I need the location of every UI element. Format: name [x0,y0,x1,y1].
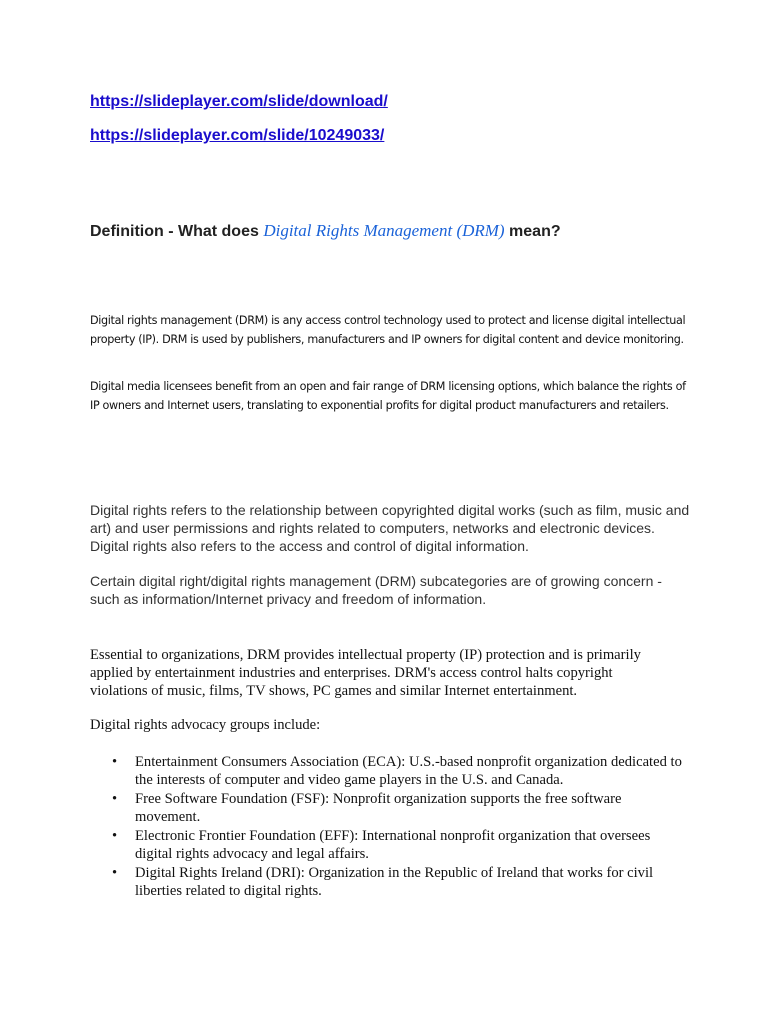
slideplayer-download-link[interactable]: https://slideplayer.com/slide/download/ [90,93,388,110]
list-item-text: Electronic Frontier Foundation (EFF): International nonprofit organization that oversees digital rights advocacy and legal affairs. [135,828,651,862]
list-item-text: Entertainment Consumers Association (ECA): U.S.-based nonprofit organization dedicated to the interests of computer and video game players in the U.S. and Canada. [135,754,682,788]
bullet-icon: • [112,791,118,807]
list-item [90,827,690,863]
digital-rights-paragraph: Digital rights refers to the relationship between copyrighted digital works (such as film, music and art) and user permissions and rights related to computers, networks and electronic devices. Digital rights also refers to the access and control of digital information. [90,502,690,554]
advocacy-intro: Digital rights advocacy groups include: [90,717,321,733]
heading-highlight: Digital Rights Management (DRM) [263,221,505,240]
list-item [90,790,690,826]
drm-definition-paragraph: Digital rights management (DRM) is any access control technology used to protect and license digital intellectual property (IP). DRM is used by publishers, manufacturers and IP owners for digital content and device monitoring. [90,314,686,346]
bullet-icon: • [112,754,118,770]
bullet-icon: • [112,828,118,844]
subcategories-paragraph: Certain digital right/digital rights management (DRM) subcategories are of growing concern - such as information/Internet privacy and freedom of information. [90,573,662,607]
licensees-paragraph: Digital media licensees benefit from an open and fair range of DRM licensing options, which balance the rights of IP owners and Internet users, translating to exponential profits for digital product manufacturers and retailers. [90,380,686,412]
bullet-icon: • [112,865,118,881]
heading-prefix: Definition - What does [90,223,264,240]
slideplayer-slide-link[interactable]: https://slideplayer.com/slide/10249033/ [90,127,385,144]
essential-paragraph: Essential to organizations, DRM provides intellectual property (IP) protection and is primarily applied by entertainment industries and enterprises. DRM's access control halts copyright violations of music, films, TV shows, PC games and similar Internet entertainment. [90,647,641,699]
definition-heading [90,221,561,241]
list-item [90,864,690,900]
advocacy-groups-list [90,753,690,901]
list-item-text: Free Software Foundation (FSF): Nonprofit organization supports the free software movement. [135,791,622,825]
list-item [90,753,690,789]
heading-suffix: mean? [504,223,561,240]
list-item-text: Digital Rights Ireland (DRI): Organization in the Republic of Ireland that works for civil liberties related to digital rights. [135,865,654,899]
